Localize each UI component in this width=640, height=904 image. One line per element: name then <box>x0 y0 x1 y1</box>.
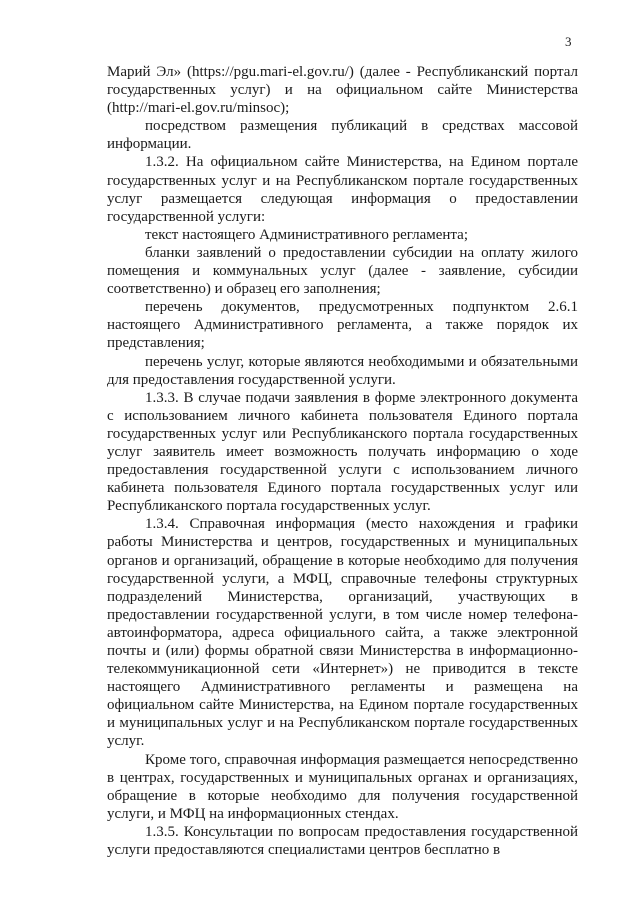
page-number: 3 <box>565 34 572 49</box>
paragraph-1-3-2: 1.3.2. На официальном сайте Министерства, на Едином портале государственных услуг и на Республиканском портале государственных услуг размещается следующая информация о предоставлении государственной услуги: <box>107 154 578 225</box>
paragraph-reference-info: Кроме того, справочная информация размещается непосредственно в центрах, государственных и муниципальных органах и организациях, обращение в которые необходимо для получения государственной услуги, и МФЦ на информационных стендах. <box>107 751 578 822</box>
paragraph-1-3-3: 1.3.3. В случае подачи заявления в форме электронного документа с использованием личного кабинета пользователя Единого портала государственных услуг или Республиканского портала государственных услуг заявитель имеет возможность получать информацию о ходе предоставления государственной услуги с использованием личного кабинета пользователя Единого портала государственных услуг или Республиканского портала государственных услуг. <box>107 389 578 515</box>
paragraph-media: посредством размещения публикаций в средствах массовой информации. <box>107 118 578 153</box>
document-body <box>107 63 578 859</box>
paragraph-application-forms: бланки заявлений о предоставлении субсидии на оплату жилого помещения и коммунальных услуг (далее - заявление, субсидии соответственно) и образец его заполнения; <box>107 244 578 298</box>
paragraph-1-3-4: 1.3.4. Справочная информация (место нахождения и графики работы Министерства и центров, государственных и муниципальных органов и организаций, обращение в которые необходимо для получения государственной услуги, а МФЦ, справочные телефоны структурных подразделений Министерства, организаций, участвующих в предоставлении государственной услуги, в том числе номер телефона-автоинформатора, адреса официального сайта, а также электронной почты и (или) формы обратной связи Министерства в информационно-телекоммуникационной сети «Интернет») не приводится в тексте настоящего Административного регламенты и размещена на официальном сайте Министерства, на Едином портале государственных и муниципальных услуг и на Республиканском портале государственных услуг. <box>107 516 578 750</box>
paragraph-1-3-5: 1.3.5. Консультации по вопросам предоставления государственной услуги предоставляются специалистами центров бесплатно в <box>107 823 578 859</box>
paragraph-continuation: Марий Эл» (https://pgu.mari-el.gov.ru/) (далее - Республиканский портал государственных услуг) и на официальном сайте Министерства (http://mari-el.gov.ru/minsoc); <box>107 64 578 117</box>
paragraph-services-list: перечень услуг, которые являются необходимыми и обязательными для предоставления государственной услуги. <box>107 353 578 388</box>
paragraph-documents-list: перечень документов, предусмотренных подпунктом 2.6.1 настоящего Административного регламента, а также порядок их представления; <box>107 299 578 352</box>
paragraph-regulation-text: текст настоящего Административного регламента; <box>145 226 468 243</box>
